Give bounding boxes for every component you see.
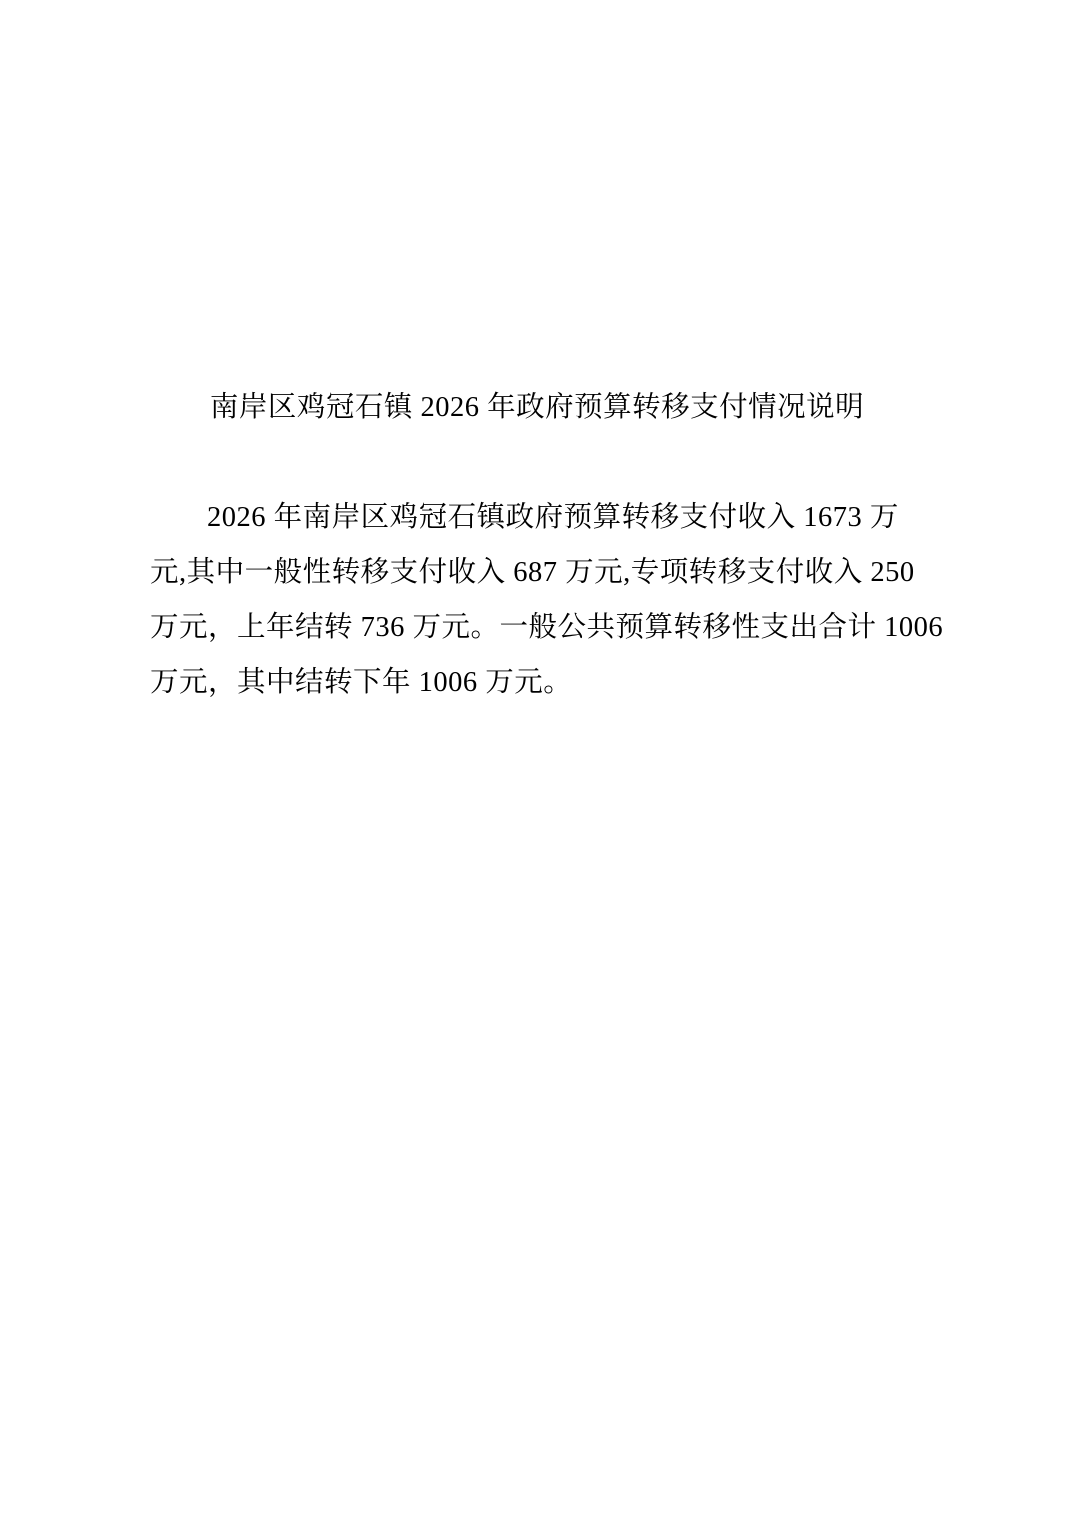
paragraph-line: 元,其中一般性转移支付收入 687 万元,专项转移支付收入 250 [150,557,915,588]
paragraph-line: 2026 年南岸区鸡冠石镇政府预算转移支付收入 1673 万 [207,502,899,533]
paragraph-line: 万元，上年结转 736 万元。一般公共预算转移性支出合计 1006 [150,612,944,643]
document-title: 南岸区鸡冠石镇 2026 年政府预算转移支付情况说明 [209,392,865,423]
body-paragraph [150,490,944,710]
paragraph-line: 万元，其中结转下年 1006 万元。 [150,667,573,698]
